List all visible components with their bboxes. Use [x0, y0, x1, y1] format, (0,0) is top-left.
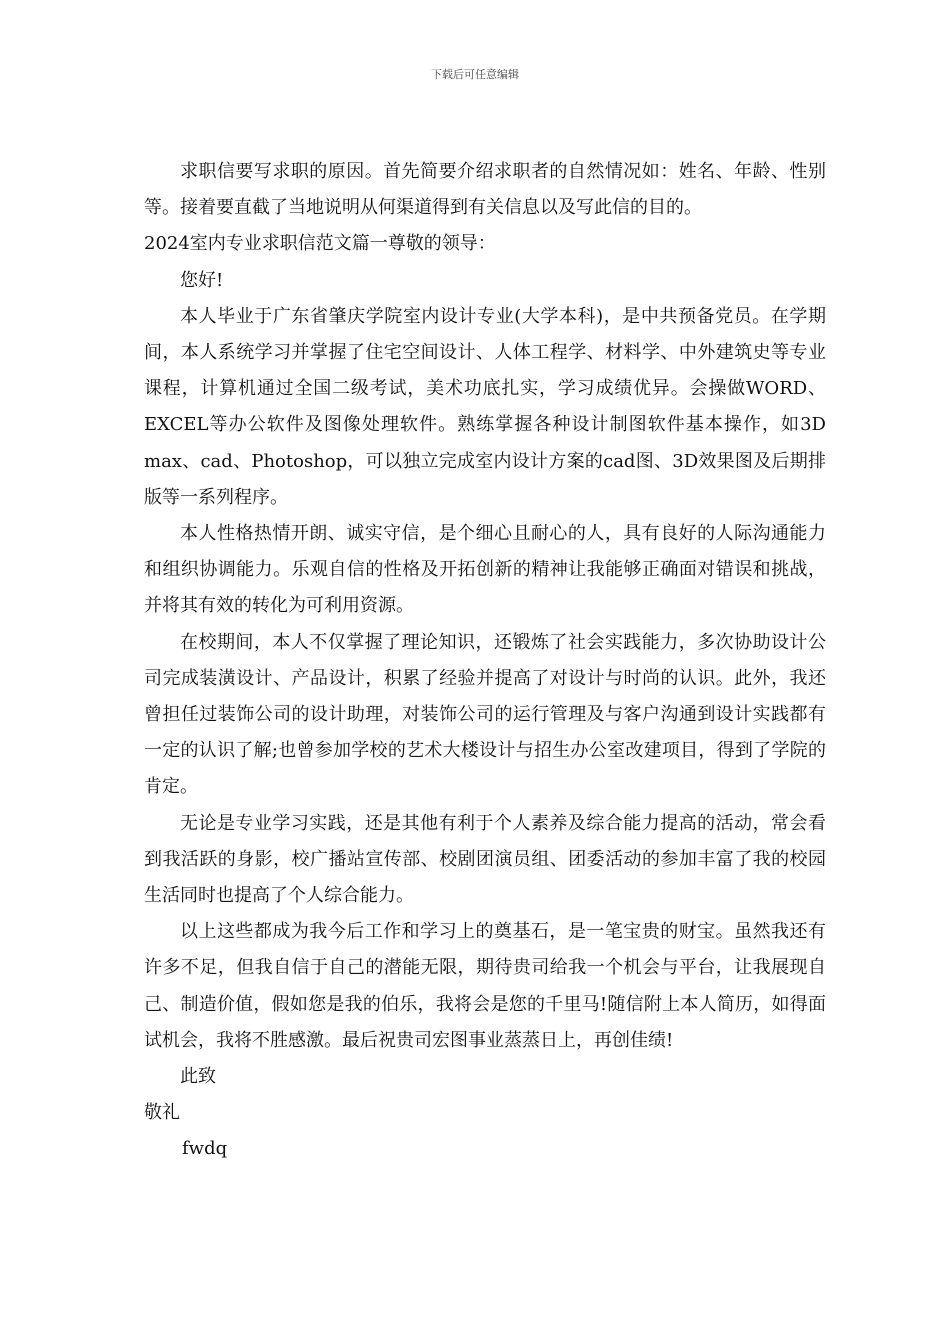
letter-body: [144, 154, 826, 1168]
page-header-note: 下载后可任意编辑: [431, 68, 519, 81]
closing-salutation: 此致: [180, 1066, 216, 1088]
closing-regards: 敬礼: [144, 1102, 180, 1124]
body-paragraph-conclusion: 以上这些都成为我今后工作和学习上的奠基石，是一笔宝贵的财宝。虽然我还有许多不足，但我自信于自己的潜能无限，期待贵司给我一个机会与平台，让我展现自己、制造价值，假如您是我的伯乐，我将会是您的千里马!随信附上本人简历，如得面试机会，我将不胜感激。最后祝贵司宏图事业蒸蒸日上，再创佳绩!: [144, 921, 826, 1051]
body-paragraph-practice: 在校期间，本人不仅掌握了理论知识，还锻炼了社会实践能力，多次协助设计公司完成装潢设计、产品设计，积累了经验并提高了对设计与时尚的认识。此外，我还曾担任过装饰公司的设计助理，对装饰公司的运行管理及与客户沟通到设计实践都有一定的认识了解;也曾参加学校的艺术大楼设计与招生办公室改建项目，得到了学院的肯定。: [144, 631, 826, 798]
greeting: 您好!: [180, 269, 224, 291]
letter-title-line: 2024室内专业求职信范文篇一尊敬的领导：: [144, 233, 496, 255]
intro-paragraph: 求职信要写求职的原因。首先简要介绍求职者的自然情况如：姓名、年龄、性别等。接着要直截了当地说明从何渠道得到有关信息以及写此信的目的。: [144, 161, 826, 219]
body-paragraph-personality: 本人性格热情开朗、诚实守信，是个细心且耐心的人，具有良好的人际沟通能力和组织协调能力。乐观自信的性格及开拓创新的精神让我能够正确面对错误和挑战，并将其有效的转化为可利用资源。: [144, 523, 826, 617]
body-paragraph-education: 本人毕业于广东省肇庆学院室内设计专业(大学本科)，是中共预备党员。在学期间，本人系统学习并掌握了住宅空间设计、人体工程学、材料学、中外建筑史等专业课程，计算机通过全国二级考试，美术功底扎实，学习成绩优异。会操做WORD、EXCEL等办公软件及图像处理软件。熟练掌握各种设计制图软件基本操作，如3D max、cad、Photoshop，可以独立完成室内设计方案的cad图、3D效果图及后期排版等一系列程序。: [144, 305, 826, 508]
signature: fwdq: [182, 1138, 228, 1160]
body-paragraph-activities: 无论是专业学习实践，还是其他有利于个人素养及综合能力提高的活动，常会看到我活跃的身影，校广播站宣传部、校剧团演员组、团委活动的参加丰富了我的校园生活同时也提高了个人综合能力。: [144, 812, 826, 907]
